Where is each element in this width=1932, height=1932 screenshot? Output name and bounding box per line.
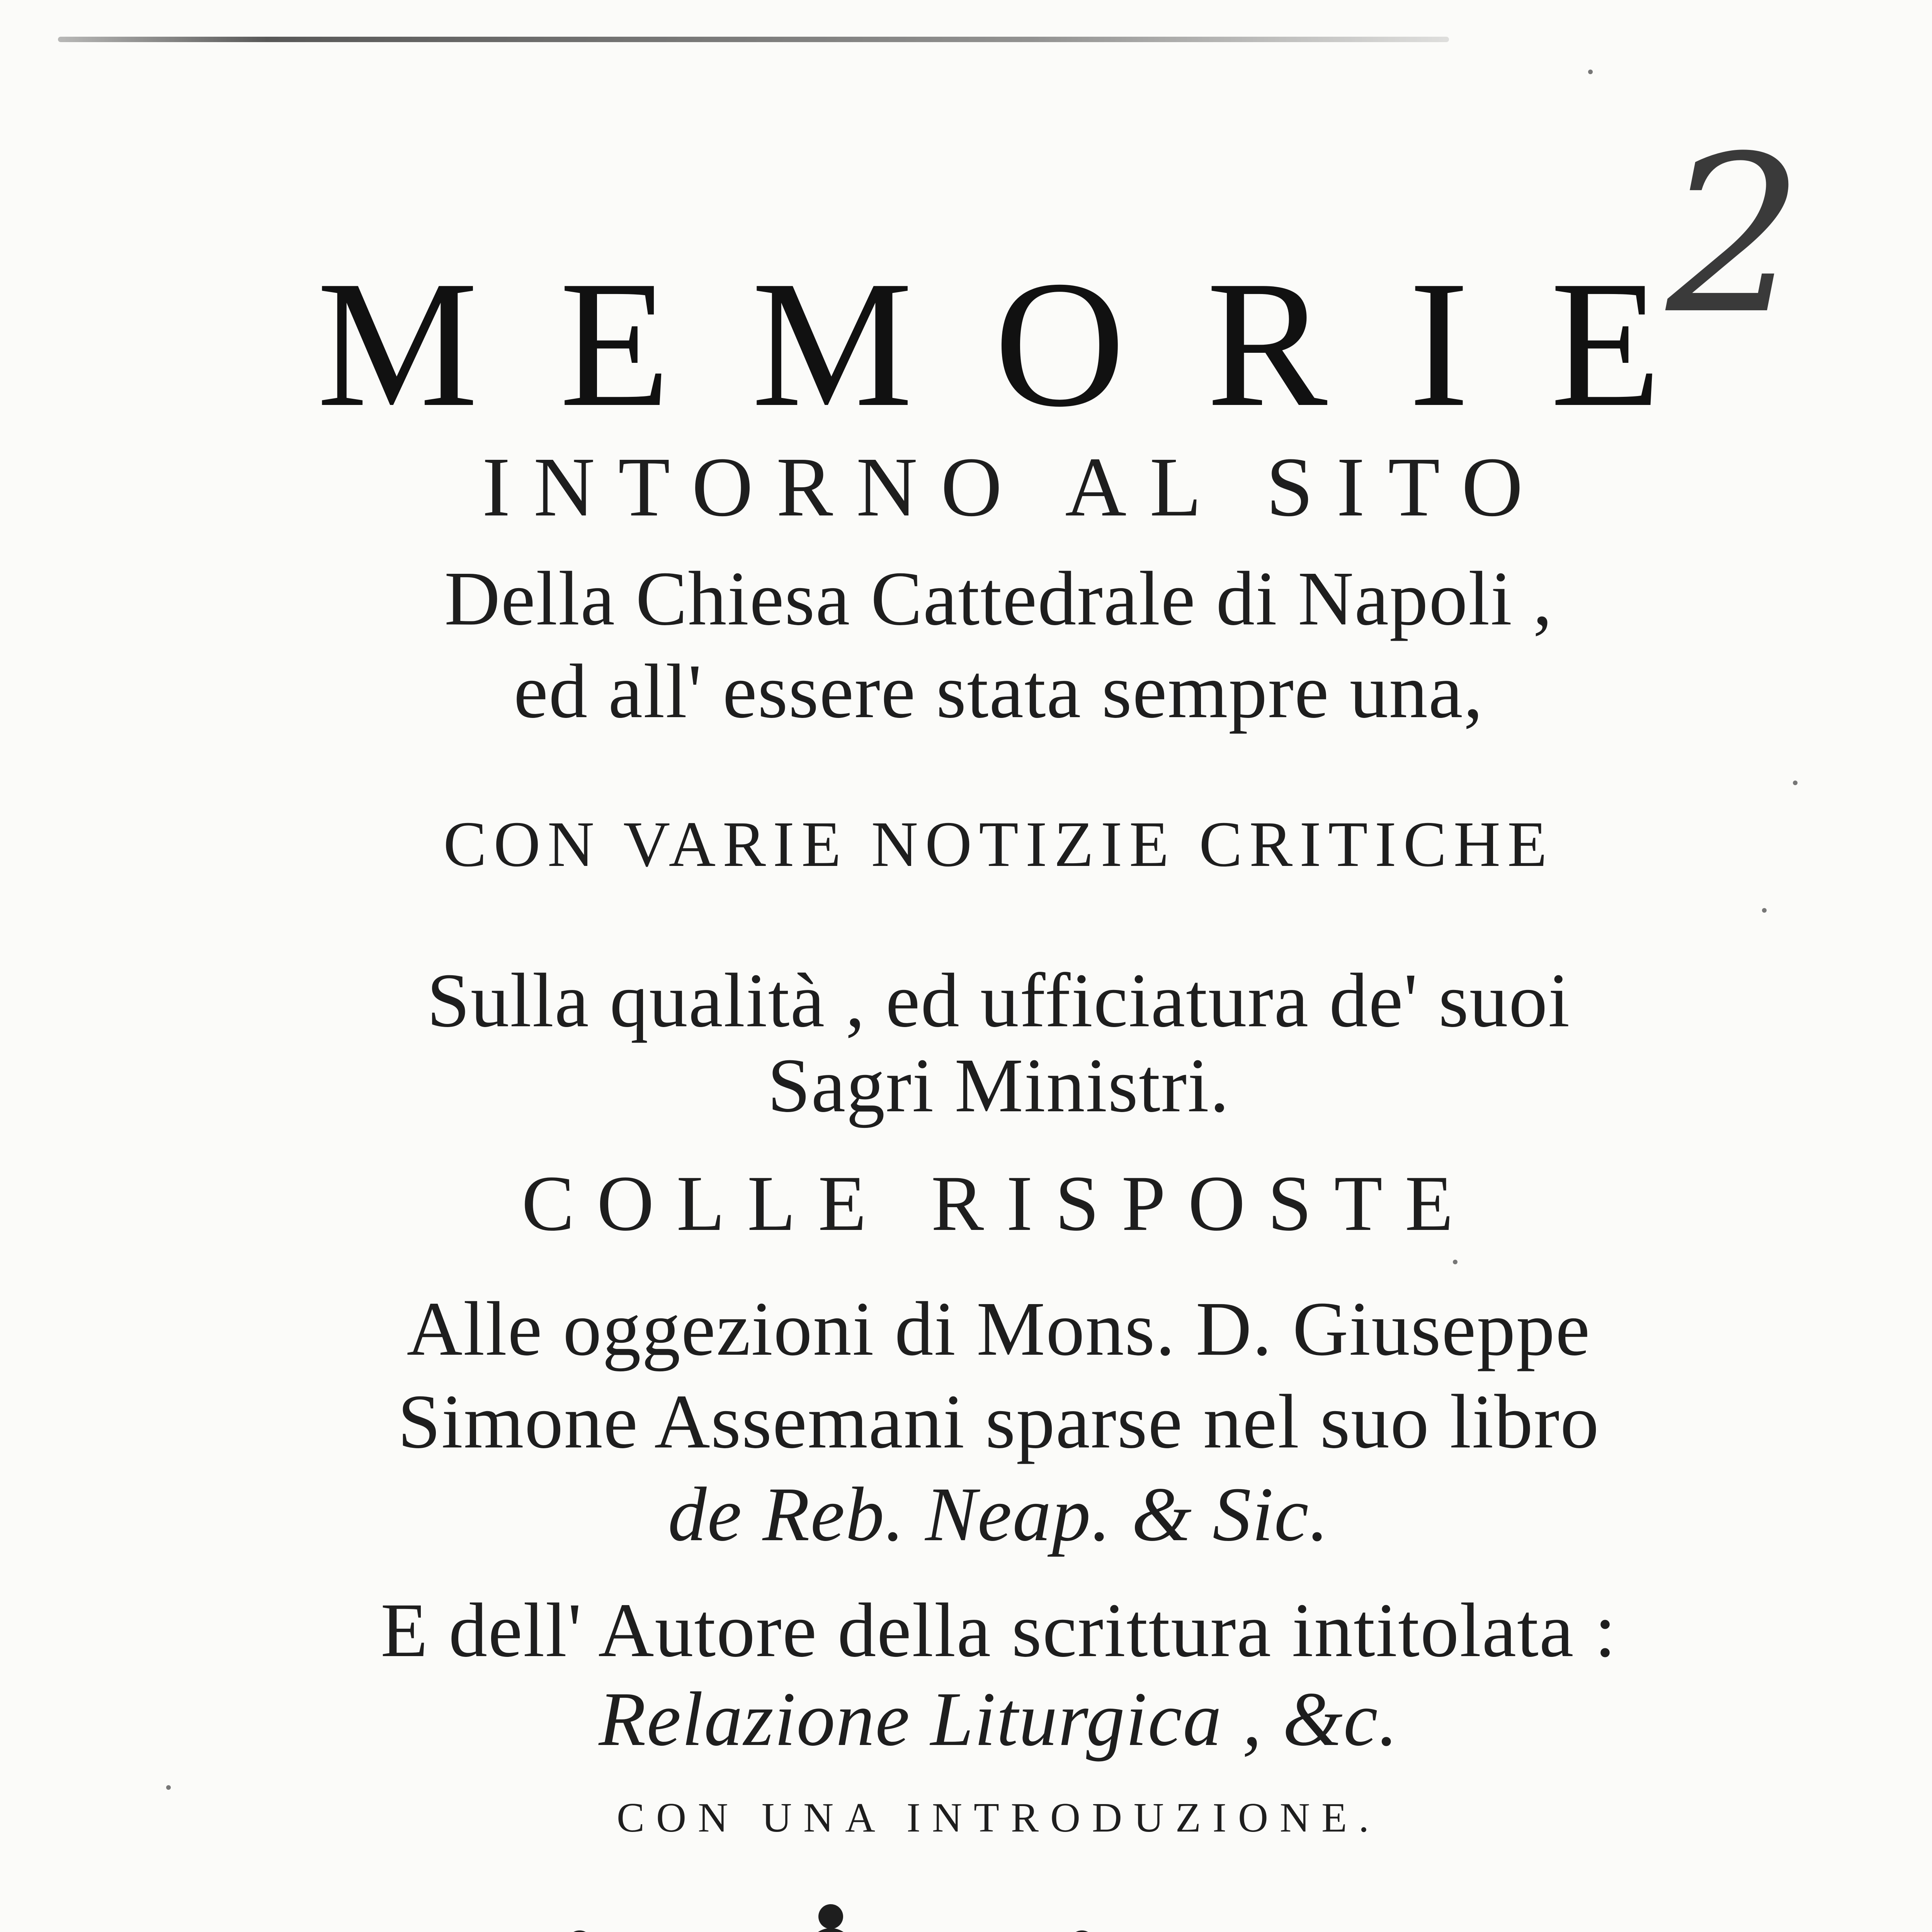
scan-edge-line bbox=[58, 37, 1449, 42]
paper-speck bbox=[1793, 781, 1798, 785]
title-line-6: COLLE RISPOSTE bbox=[521, 1160, 1476, 1247]
page-subtitle: INTORNO AL SITO bbox=[482, 440, 1546, 534]
page-title: MEMORIE bbox=[316, 243, 1743, 444]
title-line-10: E dell' Autore della scrittura intitolata : bbox=[381, 1588, 1617, 1673]
title-line-8: Simone Assemani sparse nel suo libro bbox=[398, 1379, 1600, 1464]
title-line-9: de Reb. Neap. & Sic. bbox=[668, 1472, 1330, 1557]
title-line-4: Sulla qualità , ed ufficiatura de' suoi bbox=[427, 958, 1571, 1043]
title-line-5: Sagri Ministri. bbox=[767, 1043, 1230, 1128]
paper-speck bbox=[1762, 908, 1767, 913]
paper-speck bbox=[166, 1785, 171, 1790]
printer-ornament-icon bbox=[491, 1893, 1171, 1932]
title-line-7: Alle oggezioni di Mons. D. Giuseppe bbox=[406, 1286, 1591, 1372]
paper-speck bbox=[1588, 70, 1593, 74]
title-line-3: CON VARIE NOTIZIE CRITICHE bbox=[443, 808, 1554, 880]
title-line-11: Relazione Liturgica , &c. bbox=[599, 1677, 1399, 1762]
handwritten-page-number: 2 bbox=[1666, 110, 1804, 362]
title-line-1: Della Chiesa Cattedrale di Napoli , bbox=[444, 556, 1553, 641]
title-line-12: CON UNA INTRODUZIONE. bbox=[617, 1795, 1381, 1841]
paper-speck bbox=[1453, 1260, 1458, 1264]
title-line-2: ed all' essere stata sempre una, bbox=[514, 649, 1484, 734]
